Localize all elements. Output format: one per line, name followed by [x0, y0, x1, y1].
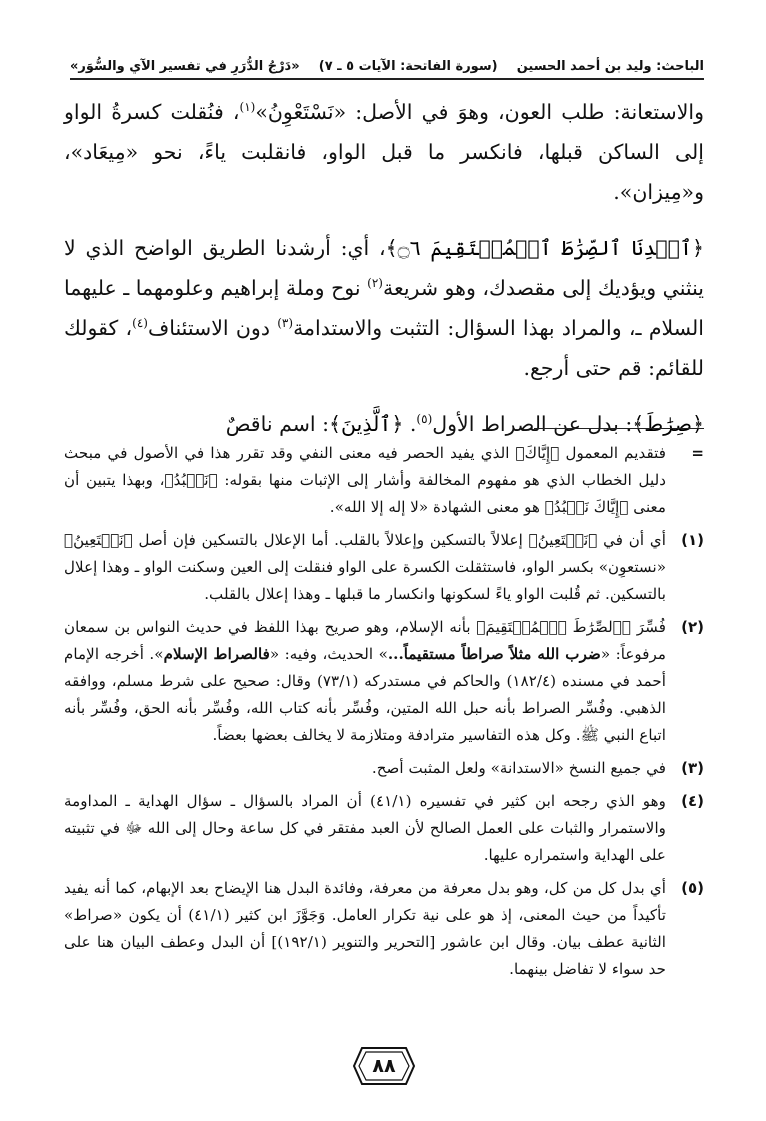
footnote-5: [64, 875, 704, 983]
text-run: ، فنُقلت كسرةُ الواو إلى الساكن قبلها، فانكسر ما قبل الواو، فانقلبت ياءً، نحو «مِيعَاد»، و«مِيزان».: [64, 100, 704, 204]
main-text: [64, 92, 704, 444]
continuation-marker: =: [691, 444, 704, 462]
footnote-continuation: [64, 440, 704, 521]
footnote-ref-2[interactable]: (٢): [367, 276, 383, 291]
footnote-number: (٣): [681, 759, 704, 777]
footnotes: [64, 440, 704, 989]
page-number-ornament: [352, 1046, 416, 1086]
hadith-quote: ضرب الله مثلاً صراطاً مستقيماً...: [387, 645, 601, 663]
hadith-quote: فالصراط الإسلام: [163, 645, 270, 663]
text-run: : اسم ناقصٌ: [225, 412, 330, 436]
footnote-text: أي بدل كل من كل، وهو بدل معرفة من معرفة، وفائدة البدل هنا الإيضاح بعد الإبهام، كما أنه يفيد تأكيداً من حيث المعنى، إذ هو على نية تكرار العامل. وَجَوَّزَ ابن كثير (٤١/١) أن يكون «صراط» الثانية عطف بيان. وقال ابن عاشور [التحرير والتنوير (١٩٢/١)] أن البدل وعطف البيان هنا على حد سواء لا تفاضل بينهما.: [64, 879, 666, 978]
quran-word: ﴿ٱلَّذِينَ﴾: [329, 412, 404, 436]
text-run: » الحديث، وفيه: «: [269, 645, 388, 663]
header-author: الباحث: وليد بن أحمد الحسين: [516, 59, 704, 74]
header-book-title: «دَرْجُ الدُّرَرِ في تفسير الآي والسُّوَر»: [70, 59, 300, 74]
footnote-ref-5[interactable]: (٥): [416, 412, 433, 427]
text-run: ». أخرجه الإمام أحمد في مسنده (١٨٢/٤) والحاكم في مستدركه (٧٣/١) وقال: صحيح على شرط مسلم، ووافقه الذهبي. وفُسِّر الصراط بأنه حبل الله المتين، وفُسِّر بأنه كتاب الله، وفُسِّر بأنه الحق، وفُسِّر بأنه اتباع النبي ﷺ. وكل هذه التفاسير مترادفة ومتلازمة لا يخالف بعضها بعضاً.: [64, 645, 666, 744]
footnote-divider: [534, 428, 704, 429]
quran-word: ﴿صِرَٰطَ﴾: [632, 412, 704, 436]
text-run: .: [403, 412, 417, 436]
footnote-text: وهو الذي رجحه ابن كثير في تفسيره (٤١/١) أن المراد بالسؤال ـ سؤال الهداية ـ المداومة والاستمرار والثبات على العمل الصالح لأن العبد مفتقر في كل ساعة وحال إلى الله ﷻ في تثبيته على الهداية واستمراره عليها.: [64, 792, 666, 864]
footnote-text: أي أن في ﴿نَسۡتَعِينُ﴾ إعلالاً بالتسكين وإعلالاً بالقلب. أما الإعلال بالتسكين فإن أصل ﴿نَسۡتَعِينُ﴾ «نستعوِن» بكسر الواو، فاستثقلت الكسرة على الواو فنقلت إلى العين وسكنت الواو ـ وهذا إعلال بالتسكين. ثم قُلبت الواو ياءً لسكونها وانكسار ما قبلها ـ وهذا إعلال بالقلب.: [64, 531, 666, 603]
footnote-4: [64, 788, 704, 869]
footnote-1: [64, 527, 704, 608]
footnote-text: [64, 614, 666, 749]
header-surah: (سورة الفاتحة: الآيات ٥ ـ ٧): [318, 59, 498, 74]
text-run: ، كقولك للقائم: قم حتى أرجع.: [64, 316, 704, 380]
page-number: ٨٨: [372, 1055, 396, 1077]
text-run: نوح وملة إبراهيم وعلومهما ـ عليهما السلام ـ، والمراد بهذا السؤال: التثبت والاستدامة: [63, 276, 704, 340]
footnote-number: (٢): [681, 618, 704, 636]
paragraph-sirat: [64, 404, 704, 444]
quran-verse: ﴿ٱهۡدِنَا ٱلصِّرَٰطَ ٱلۡمُسۡتَقِيمَ ۝٦﴾: [385, 236, 704, 260]
paragraph-isti-ana: [64, 92, 704, 212]
text-run: والاستعانة: طلب العون، وهوَ في الأصل: «نَسْتَعْوِنُ»: [255, 100, 704, 124]
text-run: دون الاستئناف: [147, 316, 278, 340]
text-run: ، أي: أرشدنا الطريق الواضح الذي لا ينثني ويؤديك إلى مقصدك، وهو شريعة: [64, 236, 704, 300]
footnote-ref-1[interactable]: (١): [239, 100, 256, 115]
footnote-2: [64, 614, 704, 749]
footnote-text: في جميع النسخ «الاستدانة» ولعل المثبت أصح.: [371, 759, 666, 777]
footnote-number: (١): [681, 531, 704, 549]
footnote-3: [64, 755, 704, 782]
text-run: : بدل عن الصراط الأول: [432, 412, 633, 436]
page-header: [70, 40, 704, 80]
footnote-text: فتقديم المعمول ﴿إِيَّاكَ﴾ الذي يفيد الحصر فيه معنى النفي وقد تقرر هذا في الأصول في مبحث دليل الخطاب الذي هو مفهوم المخالفة وأشار إلى الإثبات منها بقوله: ﴿نَعۡبُدُ﴾، وبهذا يتبين أن معنى ﴿إِيَّاكَ نَعۡبُدُ﴾ هو معنى الشهادة «لا إله إلا الله».: [64, 444, 666, 516]
text-run: فُسِّرَ ﴿ٱلصِّرَٰطَ ٱلۡمُسۡتَقِيمَ﴾ بأنه الإسلام، وهو صريح بهذا اللفظ في حديث النواس بن سمعان مرفوعاً: «: [64, 618, 666, 663]
footnote-ref-3[interactable]: (٣): [277, 316, 294, 331]
footnote-number: (٤): [681, 792, 704, 810]
footnote-number: (٥): [681, 879, 704, 897]
footnote-ref-4[interactable]: (٤): [132, 316, 148, 331]
paragraph-ihdina: [64, 228, 704, 388]
